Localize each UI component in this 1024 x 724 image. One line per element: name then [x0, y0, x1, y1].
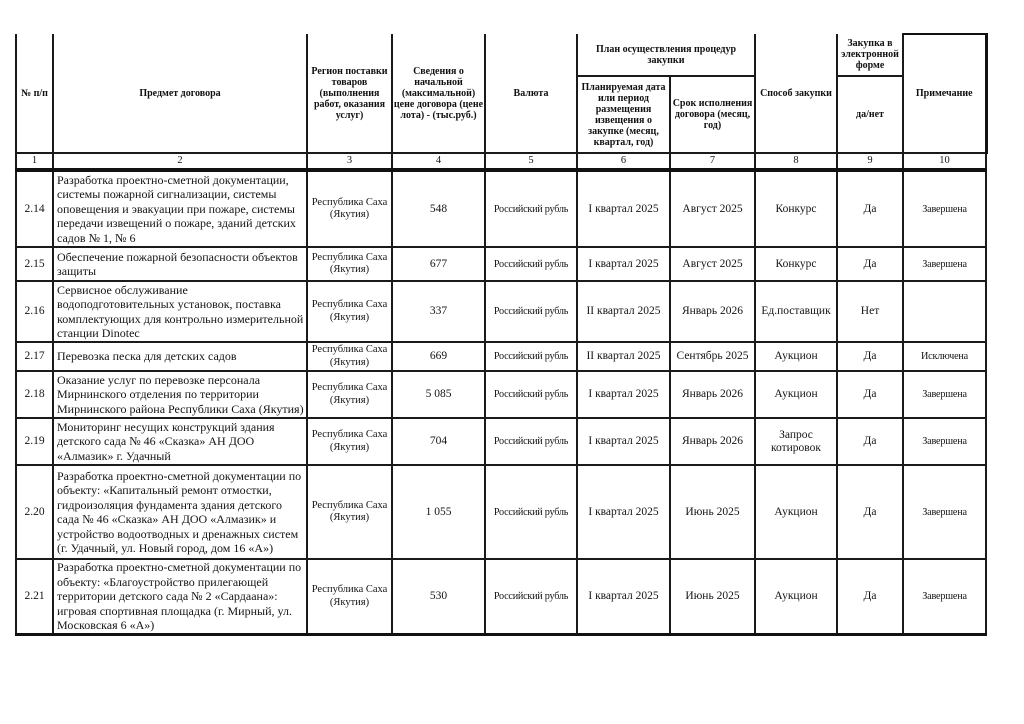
cell-electronic: Да	[837, 342, 903, 371]
table-header	[16, 34, 986, 153]
header-electronic-group: Закупка в электронной форме	[837, 34, 903, 76]
cell-plan-date: I квартал 2025	[577, 371, 670, 418]
cell-region: Республика Саха (Якутия)	[307, 170, 392, 247]
cell-price: 669	[392, 342, 485, 371]
header-region: Регион поставки товаров (выполнения работ, оказания услуг)	[307, 34, 392, 153]
table-row	[16, 418, 986, 465]
cell-currency: Российский рубль	[485, 170, 577, 247]
cell-subject: Разработка проектно-сметной документации по объекту: «Благоустройство прилегающей территории детского сада № 2 «Сардаана»: игровая спортивная площадка (г. Мирный, ул. Московская 6 «А»)	[53, 559, 307, 635]
cell-subject: Перевозка песка для детских садов	[53, 342, 307, 371]
cell-currency: Российский рубль	[485, 371, 577, 418]
cell-region: Республика Саха (Якутия)	[307, 465, 392, 559]
cell-note: Завершена	[903, 247, 986, 281]
cell-num: 2.19	[16, 418, 53, 465]
cell-num: 2.16	[16, 281, 53, 342]
cell-price: 1 055	[392, 465, 485, 559]
cell-price: 530	[392, 559, 485, 635]
cell-plan-date: I квартал 2025	[577, 247, 670, 281]
header-method: Способ закупки	[755, 34, 837, 153]
column-number: 3	[307, 153, 392, 170]
cell-price: 677	[392, 247, 485, 281]
cell-note: Завершена	[903, 371, 986, 418]
header-num: № п/п	[16, 34, 53, 153]
column-number: 5	[485, 153, 577, 170]
table-row	[16, 247, 986, 281]
cell-term: Январь 2026	[670, 371, 755, 418]
header-subject: Предмет договора	[53, 34, 307, 153]
cell-currency: Российский рубль	[485, 247, 577, 281]
cell-region: Республика Саха (Якутия)	[307, 418, 392, 465]
column-number: 9	[837, 153, 903, 170]
cell-term: Июнь 2025	[670, 559, 755, 635]
cell-electronic: Да	[837, 559, 903, 635]
cell-region: Республика Саха (Якутия)	[307, 559, 392, 635]
cell-subject: Оказание услуг по перевозке персонала Мирнинского отделения по территории Мирнинского района Республики Саха (Якутия)	[53, 371, 307, 418]
header-term: Срок исполнения договора (месяц, год)	[670, 76, 755, 153]
cell-method: Конкурс	[755, 247, 837, 281]
table-row	[16, 465, 986, 559]
cell-plan-date: I квартал 2025	[577, 559, 670, 635]
column-number: 6	[577, 153, 670, 170]
column-number: 7	[670, 153, 755, 170]
cell-num: 2.18	[16, 371, 53, 418]
cell-subject: Сервисное обслуживание водоподготовительных установок, поставка комплектующих для контрольно измерительной станции Dinotec	[53, 281, 307, 342]
cell-note: Завершена	[903, 418, 986, 465]
cell-note: Исключена	[903, 342, 986, 371]
column-number: 10	[903, 153, 986, 170]
cell-term: Январь 2026	[670, 281, 755, 342]
column-number: 1	[16, 153, 53, 170]
header-note: Примечание	[903, 34, 986, 153]
cell-currency: Российский рубль	[485, 465, 577, 559]
table-row	[16, 342, 986, 371]
column-number-row	[16, 153, 986, 170]
cell-price: 704	[392, 418, 485, 465]
header-electronic: да/нет	[837, 76, 903, 153]
cell-currency: Российский рубль	[485, 281, 577, 342]
table-row	[16, 559, 986, 635]
cell-method: Аукцион	[755, 465, 837, 559]
cell-region: Республика Саха (Якутия)	[307, 371, 392, 418]
cell-electronic: Да	[837, 247, 903, 281]
cell-electronic: Да	[837, 371, 903, 418]
header-row-top	[16, 34, 986, 76]
table-row	[16, 170, 986, 247]
column-number: 2	[53, 153, 307, 170]
cell-currency: Российский рубль	[485, 559, 577, 635]
header-currency: Валюта	[485, 34, 577, 153]
cell-price: 5 085	[392, 371, 485, 418]
cell-note: Завершена	[903, 170, 986, 247]
cell-plan-date: I квартал 2025	[577, 170, 670, 247]
cell-num: 2.17	[16, 342, 53, 371]
cell-region: Республика Саха (Якутия)	[307, 281, 392, 342]
cell-method: Аукцион	[755, 342, 837, 371]
cell-region: Республика Саха (Якутия)	[307, 247, 392, 281]
column-number: 4	[392, 153, 485, 170]
cell-plan-date: I квартал 2025	[577, 465, 670, 559]
cell-electronic: Нет	[837, 281, 903, 342]
cell-electronic: Да	[837, 418, 903, 465]
cell-currency: Российский рубль	[485, 418, 577, 465]
procurement-plan-table	[15, 33, 988, 636]
cell-note	[903, 281, 986, 342]
table-row	[16, 371, 986, 418]
cell-method: Конкурс	[755, 170, 837, 247]
cell-num: 2.21	[16, 559, 53, 635]
cell-method: Аукцион	[755, 559, 837, 635]
cell-method: Ед.поставщик	[755, 281, 837, 342]
cell-plan-date: II квартал 2025	[577, 342, 670, 371]
cell-term: Июнь 2025	[670, 465, 755, 559]
cell-price: 548	[392, 170, 485, 247]
cell-term: Август 2025	[670, 247, 755, 281]
cell-electronic: Да	[837, 170, 903, 247]
column-number: 8	[755, 153, 837, 170]
cell-term: Январь 2026	[670, 418, 755, 465]
table-row	[16, 281, 986, 342]
header-plan-date: Планируемая дата или период размещения извещения о закупке (месяц, квартал, год)	[577, 76, 670, 153]
header-price: Сведения о начальной (максимальной) цене договора (цене лота) - (тыс.руб.)	[392, 34, 485, 153]
cell-term: Сентябрь 2025	[670, 342, 755, 371]
cell-currency: Российский рубль	[485, 342, 577, 371]
cell-num: 2.15	[16, 247, 53, 281]
cell-price: 337	[392, 281, 485, 342]
cell-plan-date: II квартал 2025	[577, 281, 670, 342]
cell-method: Аукцион	[755, 371, 837, 418]
cell-subject: Разработка проектно-сметной документации по объекту: «Капитальный ремонт отмостки, гидроизоляция фундамента здания детского сада № 46 «Сказка» АН ДОО «Алмазик» и устройство водоотводных и дренажных систем (г. Удачный, ул. Новый город, дом 16 «А»)	[53, 465, 307, 559]
cell-subject: Мониторинг несущих конструкций здания детского сада № 46 «Сказка» АН ДОО «Алмазик» г. Удачный	[53, 418, 307, 465]
cell-note: Завершена	[903, 465, 986, 559]
cell-method: Запрос котировок	[755, 418, 837, 465]
cell-num: 2.20	[16, 465, 53, 559]
cell-num: 2.14	[16, 170, 53, 247]
header-plan-group: План осуществления процедур закупки	[577, 34, 755, 76]
cell-note: Завершена	[903, 559, 986, 635]
cell-electronic: Да	[837, 465, 903, 559]
cell-plan-date: I квартал 2025	[577, 418, 670, 465]
cell-term: Август 2025	[670, 170, 755, 247]
cell-region: Республика Саха (Якутия)	[307, 342, 392, 371]
cell-subject: Разработка проектно-сметной документации, системы пожарной сигнализации, системы оповещения и эвакуации при пожаре, системы передачи извещений о пожаре, зданий детских садов № 1, № 6	[53, 170, 307, 247]
cell-subject: Обеспечение пожарной безопасности объектов защиты	[53, 247, 307, 281]
